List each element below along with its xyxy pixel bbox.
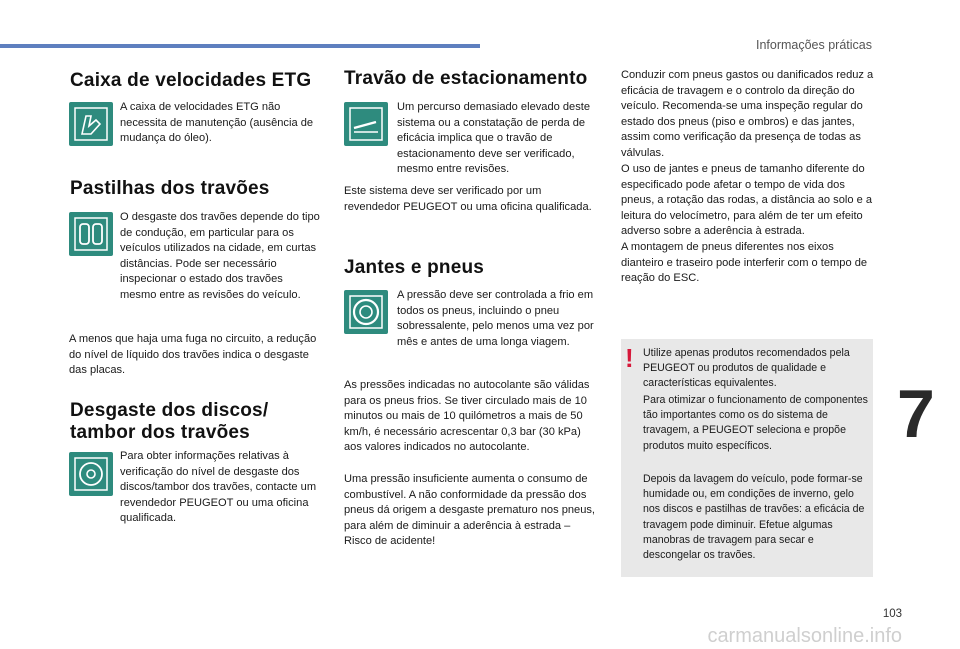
watermark: carmanualsonline.info xyxy=(707,625,902,647)
chapter-number: 7 xyxy=(897,376,935,452)
tyre-warning-text: Uma pressão insuficiente aumenta o consumo de combustível. A não conformidade da pressão dos pneus dá origem a desgaste prematuro nos pneus, para além de diminuir a aderência à estrada – Risco de acidente! xyxy=(344,473,596,548)
heading-brake-discs-line1: Desgaste dos discos/ xyxy=(70,400,269,421)
warning-icon: ! xyxy=(625,343,634,373)
gearbox-text: A caixa de velocidades ETG não necessita de manutenção (ausência de mudança do óleo). xyxy=(120,101,314,145)
heading-wheels-tyres: Jantes e pneus xyxy=(344,257,485,278)
info-box-text-3: Depois da lavagem do veículo, pode formar-se humidade ou, em condições de inverno, gelo nos discos e pastilhas de travões: a eficácia de travagem pode diminuir. Efetue algumas manobras de travagem para secar e descongelar os travões. xyxy=(643,473,865,562)
page-number: 103 xyxy=(882,608,902,620)
tyre-icon xyxy=(344,290,388,334)
heading-parking-brake: Travão de estacionamento xyxy=(344,68,588,89)
chapter-tab xyxy=(897,356,960,472)
gearbox-icon xyxy=(69,102,113,146)
heading-brake-pads: Pastilhas dos travões xyxy=(70,178,270,199)
heading-brake-discs-line2: tambor dos travões xyxy=(70,422,250,443)
info-box-text-2: Para otimizar o funcionamento de componentes tão importantes como os do sistema de travagem, a PEUGEOT seleciona e propõe produtos muito específicos. xyxy=(643,394,868,452)
tyre-sticker-text: As pressões indicadas no autocolante são válidas para os pneus frios. Se tiver circulado mais de 10 minutos ou mais de 10 quilómetros a mais de 50 km/h, é necessário acrescentar 0,3 bar (30 kPa) aos valores indicados no autocolante. xyxy=(344,379,590,454)
brake-disc-icon xyxy=(69,452,113,496)
brake-fluid-text: A menos que haja uma fuga no circuito, a redução do nível de líquido dos travões indica o desgaste das placas. xyxy=(69,333,317,377)
parking-brake-icon xyxy=(344,102,388,146)
esc-text: A montagem de pneus diferentes nos eixos dianteiro e traseiro pode interferir com o tempo de reação do ESC. xyxy=(621,241,868,285)
brake-pads-text: O desgaste dos travões depende do tipo de condução, em particular para os veículos utilizados na cidade, em curtas distâncias. Pode ser necessário inspecionar o estado dos travões mesmo entre as revisões do veículo. xyxy=(120,211,320,301)
tyre-size-text: O uso de jantes e pneus de tamanho diferente do especificado pode afetar o tempo de vida dos pneus, a rotação das rodas, a distância ao solo e a leitura do velocímetro, para além de ter um efeito adverso sobre a aderência à estrada. xyxy=(621,163,873,238)
brake-pads-icon xyxy=(69,212,113,256)
brake-discs-text: Para obter informações relativas à verificação do nível de desgaste dos discos/tambor dos travões, contacte um revendedor PEUGEOT ou uma oficina qualificada. xyxy=(120,450,317,525)
section-title: Informações práticas xyxy=(755,38,872,52)
parking-brake-check-text: Este sistema deve ser verificado por um revendedor PEUGEOT ou uma oficina qualificada. xyxy=(344,185,592,213)
tyre-condition-text: Conduzir com pneus gastos ou danificados reduz a eficácia de travagem e o controlo da direção do veículo. Recomenda-se uma inspeção regular do estado dos pneus (piso e ombros) e das jantes, assim como verificação da presença de todas as válvulas. xyxy=(621,69,874,159)
heading-gearbox: Caixa de velocidades ETG xyxy=(70,70,312,91)
info-box-text-1: Utilize apenas produtos recomendados pela PEUGEOT ou produtos de qualidade e características equivalentes. xyxy=(643,347,850,390)
header-bar xyxy=(0,44,480,48)
parking-brake-text: Um percurso demasiado elevado deste sistema ou a constatação de perda de eficácia implica que o travão de estacionamento deve ser verificado, mesmo entre revisões. xyxy=(397,101,591,176)
tyre-pressure-text: A pressão deve ser controlada a frio em todos os pneus, incluindo o pneu sobressalente, pelo menos uma vez por mês e antes de uma longa viagem. xyxy=(397,289,594,348)
heading-brake-discs xyxy=(70,400,268,444)
